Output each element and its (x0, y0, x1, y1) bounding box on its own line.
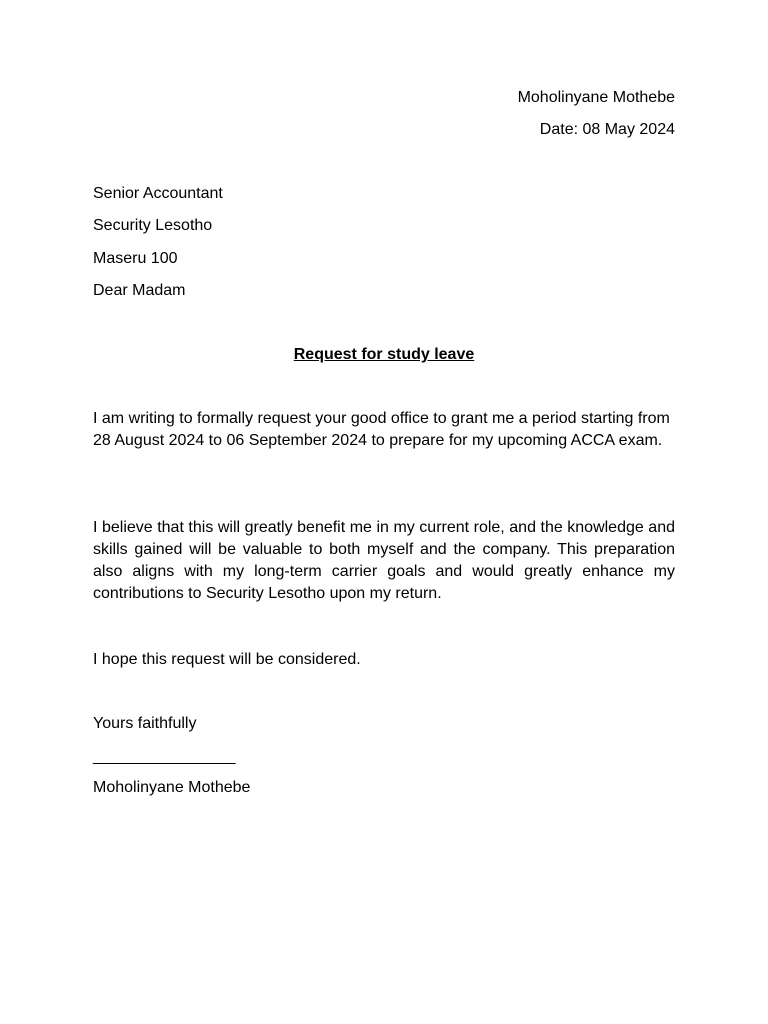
body-paragraph: I believe that this will greatly benefit me in my current role, and the knowledge and skills gained will be valuable to both myself and the company. This preparation also aligns with my long-term carrier goals and would greatly enhance my contributions to Security Lesotho upon my return. (93, 519, 675, 602)
salutation: Dear Madam (93, 282, 186, 299)
body-paragraph: I am writing to formally request your good office to grant me a period starting from 28 August 2024 to 06 September 2024 to prepare for my upcoming ACCA exam. (93, 410, 670, 449)
recipient-title: Senior Accountant (93, 185, 223, 202)
recipient-address: Maseru 100 (93, 250, 178, 267)
sender-name: Moholinyane Mothebe (517, 89, 675, 106)
signer-name: Moholinyane Mothebe (93, 779, 251, 796)
closing: Yours faithfully (93, 715, 197, 732)
body-paragraph: I hope this request will be considered. (93, 651, 361, 668)
signature-line: ________________ (93, 748, 236, 765)
recipient-organization: Security Lesotho (93, 217, 213, 234)
letter-date: Date: 08 May 2024 (539, 121, 675, 138)
letter-subject: Request for study leave (293, 346, 475, 363)
